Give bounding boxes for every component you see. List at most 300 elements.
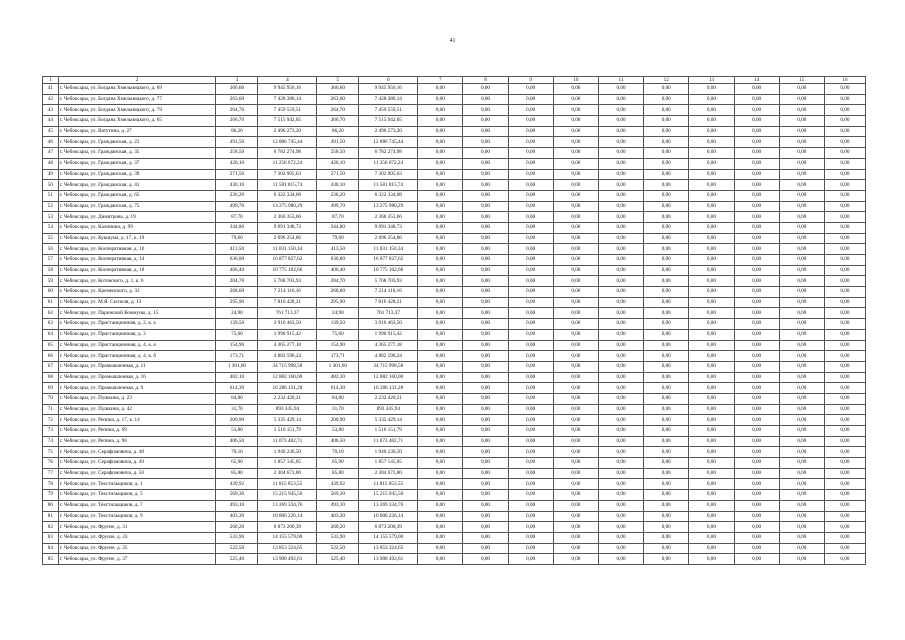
address-cell: г. Чебоксары, ул. Кременского, д. 32 bbox=[58, 287, 216, 298]
value-cell: 0,00 bbox=[418, 255, 463, 266]
value-cell: 0,00 bbox=[598, 532, 643, 543]
value-cell: 0,00 bbox=[418, 415, 463, 426]
value-cell: 204,70 bbox=[317, 276, 359, 287]
column-header: 10 bbox=[553, 77, 598, 84]
value-cell: 0,00 bbox=[824, 393, 865, 404]
value-cell: 204,70 bbox=[216, 276, 258, 287]
value-cell: 0,00 bbox=[418, 287, 463, 298]
table-row bbox=[43, 361, 866, 372]
value-cell: 0,00 bbox=[463, 137, 508, 148]
row-number-cell: 62 bbox=[43, 308, 59, 319]
address-cell: г. Чебоксары, ул. Пристанционная, д. 4, к. а bbox=[58, 340, 216, 351]
value-cell: 0,00 bbox=[734, 94, 779, 105]
value-cell: 0,00 bbox=[598, 468, 643, 479]
row-number-cell: 56 bbox=[43, 244, 59, 255]
value-cell: 0,00 bbox=[508, 276, 553, 287]
address-cell: г. Чебоксары, ул. Ватутина, д. 27 bbox=[58, 126, 216, 137]
address-cell: г. Чебоксары, ул. Гражданская, д. 35 bbox=[58, 148, 216, 159]
value-cell: 11 581 815,74 bbox=[359, 180, 418, 191]
table-row bbox=[43, 426, 866, 437]
table-row bbox=[43, 554, 866, 565]
value-cell: 0,00 bbox=[463, 554, 508, 565]
value-cell: 0,00 bbox=[418, 490, 463, 501]
row-number-cell: 76 bbox=[43, 458, 59, 469]
table-row bbox=[43, 532, 866, 543]
value-cell: 13 275 980,29 bbox=[359, 201, 418, 212]
table-header bbox=[43, 77, 866, 84]
value-cell: 0,00 bbox=[644, 426, 689, 437]
value-cell: 0,00 bbox=[644, 543, 689, 554]
value-cell: 0,00 bbox=[779, 148, 824, 159]
value-cell: 0,00 bbox=[824, 116, 865, 127]
value-cell: 0,00 bbox=[598, 543, 643, 554]
value-cell: 0,00 bbox=[689, 287, 734, 298]
address-cell: г. Чебоксары, ул. Промышленная, д. 16 bbox=[58, 372, 216, 383]
value-cell: 0,00 bbox=[418, 105, 463, 116]
value-cell: 0,00 bbox=[418, 511, 463, 522]
row-number-cell: 59 bbox=[43, 276, 59, 287]
value-cell: 0,00 bbox=[644, 468, 689, 479]
value-cell: 0,00 bbox=[463, 105, 508, 116]
value-cell: 0,00 bbox=[553, 458, 598, 469]
value-cell: 0,00 bbox=[779, 447, 824, 458]
value-cell: 6 322 334,08 bbox=[258, 190, 317, 201]
value-cell: 0,00 bbox=[644, 372, 689, 383]
value-cell: 893 345,94 bbox=[359, 404, 418, 415]
value-cell: 0,00 bbox=[644, 255, 689, 266]
value-cell: 0,00 bbox=[734, 180, 779, 191]
address-cell: г. Чебоксары, ул. Димитрова, д. 19 bbox=[58, 212, 216, 223]
value-cell: 0,00 bbox=[824, 490, 865, 501]
value-cell: 0,00 bbox=[779, 201, 824, 212]
value-cell: 0,00 bbox=[779, 511, 824, 522]
value-cell: 0,00 bbox=[553, 158, 598, 169]
value-cell: 0,00 bbox=[553, 436, 598, 447]
column-header: 15 bbox=[779, 77, 824, 84]
address-cell: г. Чебоксары, ул. Калинина, д. 99 bbox=[58, 222, 216, 233]
address-cell: г. Чебоксары, ул. Богдана Хмельницкого, д. 65 bbox=[58, 116, 216, 127]
value-cell: 0,00 bbox=[779, 297, 824, 308]
value-cell: 761 713,37 bbox=[258, 308, 317, 319]
value-cell: 0,00 bbox=[689, 190, 734, 201]
value-cell: 0,00 bbox=[553, 479, 598, 490]
value-cell: 0,00 bbox=[779, 222, 824, 233]
table-row bbox=[43, 458, 866, 469]
value-cell: 0,00 bbox=[463, 84, 508, 95]
value-cell: 0,00 bbox=[418, 543, 463, 554]
value-cell: 533,90 bbox=[216, 532, 258, 543]
address-cell: г. Чебоксары, ул. Гражданская, д. 39 bbox=[58, 169, 216, 180]
value-cell: 0,00 bbox=[508, 126, 553, 137]
row-number-cell: 80 bbox=[43, 500, 59, 511]
value-cell: 0,00 bbox=[779, 340, 824, 351]
value-cell: 0,00 bbox=[418, 468, 463, 479]
value-cell: 0,00 bbox=[508, 543, 553, 554]
value-cell: 65,90 bbox=[317, 458, 359, 469]
row-number-cell: 54 bbox=[43, 222, 59, 233]
value-cell: 420,10 bbox=[317, 158, 359, 169]
value-cell: 0,00 bbox=[418, 190, 463, 201]
value-cell: 0,00 bbox=[508, 287, 553, 298]
table-row bbox=[43, 287, 866, 298]
value-cell: 0,00 bbox=[553, 522, 598, 533]
address-cell: г. Чебоксары, ул. Пристанционная, д. 3 bbox=[58, 329, 216, 340]
value-cell: 0,00 bbox=[779, 169, 824, 180]
value-cell: 0,00 bbox=[689, 84, 734, 95]
value-cell: 7 459 559,51 bbox=[359, 105, 418, 116]
row-number-cell: 74 bbox=[43, 436, 59, 447]
table-row bbox=[43, 308, 866, 319]
row-number-cell: 64 bbox=[43, 329, 59, 340]
value-cell: 2 096 254,86 bbox=[359, 233, 418, 244]
value-cell: 0,00 bbox=[553, 340, 598, 351]
value-cell: 2 496 273,20 bbox=[359, 126, 418, 137]
value-cell: 0,00 bbox=[418, 351, 463, 362]
value-cell: 0,00 bbox=[779, 415, 824, 426]
value-cell: 406,50 bbox=[216, 436, 258, 447]
value-cell: 0,00 bbox=[779, 180, 824, 191]
value-cell: 0,00 bbox=[508, 297, 553, 308]
value-cell: 0,00 bbox=[644, 351, 689, 362]
value-cell: 0,00 bbox=[463, 393, 508, 404]
value-cell: 0,00 bbox=[553, 511, 598, 522]
row-number-cell: 75 bbox=[43, 447, 59, 458]
value-cell: 430,10 bbox=[317, 180, 359, 191]
row-number-cell: 66 bbox=[43, 351, 59, 362]
value-cell: 0,00 bbox=[734, 383, 779, 394]
value-cell: 0,00 bbox=[598, 308, 643, 319]
value-cell: 0,00 bbox=[508, 265, 553, 276]
value-cell: 0,00 bbox=[644, 479, 689, 490]
value-cell: 0,00 bbox=[463, 116, 508, 127]
page-number: 41 bbox=[449, 38, 456, 44]
value-cell: 0,00 bbox=[598, 265, 643, 276]
value-cell: 24,90 bbox=[216, 308, 258, 319]
value-cell: 525,40 bbox=[216, 554, 258, 565]
value-cell: 0,00 bbox=[553, 255, 598, 266]
value-cell: 0,00 bbox=[553, 415, 598, 426]
value-cell: 0,00 bbox=[463, 222, 508, 233]
address-cell: г. Чебоксары, ул. Серафимовича, д. 50 bbox=[58, 468, 216, 479]
value-cell: 1 857 145,05 bbox=[258, 458, 317, 469]
table-body bbox=[43, 84, 866, 565]
address-cell: г. Чебоксары, ул. Пристанционная, д. 2, к. а bbox=[58, 319, 216, 330]
value-cell: 0,00 bbox=[689, 94, 734, 105]
value-cell: 86,20 bbox=[216, 126, 258, 137]
value-cell: 0,00 bbox=[644, 201, 689, 212]
table-row bbox=[43, 340, 866, 351]
value-cell: 0,00 bbox=[598, 116, 643, 127]
value-cell: 11 815 853,55 bbox=[258, 479, 317, 490]
value-cell: 14 155 579,00 bbox=[359, 532, 418, 543]
value-cell: 0,00 bbox=[824, 190, 865, 201]
value-cell: 0,00 bbox=[644, 212, 689, 223]
value-cell: 0,00 bbox=[644, 158, 689, 169]
value-cell: 0,00 bbox=[418, 137, 463, 148]
row-number-cell: 85 bbox=[43, 554, 59, 565]
address-cell: г. Чебоксары, ул. Гражданская, д. 75 bbox=[58, 201, 216, 212]
table-row bbox=[43, 105, 866, 116]
value-cell: 0,00 bbox=[734, 233, 779, 244]
value-cell: 70,10 bbox=[317, 447, 359, 458]
value-cell: 0,00 bbox=[418, 169, 463, 180]
value-cell: 0,00 bbox=[689, 222, 734, 233]
value-cell: 0,00 bbox=[824, 426, 865, 437]
value-cell: 0,00 bbox=[598, 148, 643, 159]
value-cell: 0,00 bbox=[598, 233, 643, 244]
value-cell: 0,00 bbox=[463, 500, 508, 511]
value-cell: 0,00 bbox=[689, 426, 734, 437]
value-cell: 0,00 bbox=[508, 319, 553, 330]
table-row bbox=[43, 212, 866, 223]
value-cell: 0,00 bbox=[689, 458, 734, 469]
value-cell: 0,00 bbox=[779, 319, 824, 330]
value-cell: 0,00 bbox=[644, 554, 689, 565]
value-cell: 0,00 bbox=[734, 255, 779, 266]
value-cell: 0,00 bbox=[734, 126, 779, 137]
value-cell: 0,00 bbox=[824, 554, 865, 565]
value-cell: 0,00 bbox=[824, 255, 865, 266]
value-cell: 0,00 bbox=[598, 222, 643, 233]
value-cell: 0,00 bbox=[824, 329, 865, 340]
value-cell: 0,00 bbox=[598, 426, 643, 437]
table-row bbox=[43, 351, 866, 362]
value-cell: 15 215 945,50 bbox=[258, 490, 317, 501]
value-cell: 0,00 bbox=[418, 233, 463, 244]
value-cell: 0,00 bbox=[598, 137, 643, 148]
value-cell: 0,00 bbox=[779, 126, 824, 137]
value-cell: 0,00 bbox=[644, 105, 689, 116]
value-cell: 0,00 bbox=[824, 468, 865, 479]
value-cell: 0,00 bbox=[598, 458, 643, 469]
value-cell: 0,00 bbox=[824, 265, 865, 276]
value-cell: 9 945 956,16 bbox=[359, 84, 418, 95]
row-number-cell: 68 bbox=[43, 372, 59, 383]
value-cell: 2 232 420,21 bbox=[258, 393, 317, 404]
value-cell: 0,00 bbox=[418, 319, 463, 330]
value-cell: 493,10 bbox=[216, 500, 258, 511]
value-cell: 0,00 bbox=[598, 404, 643, 415]
value-cell: 0,00 bbox=[463, 361, 508, 372]
value-cell: 7 214 116,16 bbox=[258, 287, 317, 298]
value-cell: 0,00 bbox=[689, 415, 734, 426]
value-cell: 0,00 bbox=[508, 458, 553, 469]
value-cell: 0,00 bbox=[779, 84, 824, 95]
value-cell: 0,00 bbox=[508, 479, 553, 490]
table-row bbox=[43, 126, 866, 137]
value-cell: 0,00 bbox=[598, 169, 643, 180]
value-cell: 0,00 bbox=[463, 479, 508, 490]
value-cell: 0,00 bbox=[824, 148, 865, 159]
value-cell: 0,00 bbox=[689, 340, 734, 351]
value-cell: 493,10 bbox=[317, 500, 359, 511]
value-cell: 264,70 bbox=[216, 105, 258, 116]
value-cell: 403,30 bbox=[216, 511, 258, 522]
value-cell: 7 214 116,16 bbox=[359, 287, 418, 298]
value-cell: 0,00 bbox=[598, 276, 643, 287]
value-cell: 6 873 200,39 bbox=[258, 522, 317, 533]
value-cell: 0,00 bbox=[463, 201, 508, 212]
value-cell: 0,00 bbox=[734, 361, 779, 372]
value-cell: 0,00 bbox=[824, 415, 865, 426]
value-cell: 0,00 bbox=[779, 361, 824, 372]
value-cell: 0,00 bbox=[644, 276, 689, 287]
value-cell: 413,50 bbox=[216, 244, 258, 255]
value-cell: 0,00 bbox=[824, 126, 865, 137]
value-cell: 0,00 bbox=[418, 116, 463, 127]
value-cell: 75,60 bbox=[216, 329, 258, 340]
value-cell: 0,00 bbox=[734, 415, 779, 426]
value-cell: 0,00 bbox=[779, 276, 824, 287]
value-cell: 264,70 bbox=[317, 105, 359, 116]
value-cell: 0,00 bbox=[418, 297, 463, 308]
value-cell: 0,00 bbox=[824, 340, 865, 351]
value-cell: 0,00 bbox=[644, 532, 689, 543]
value-cell: 34 715 998,58 bbox=[258, 361, 317, 372]
value-cell: 0,00 bbox=[508, 447, 553, 458]
value-cell: 0,00 bbox=[734, 490, 779, 501]
value-cell: 413,50 bbox=[317, 244, 359, 255]
value-cell: 0,00 bbox=[734, 479, 779, 490]
value-cell: 0,00 bbox=[779, 244, 824, 255]
address-cell: г. Чебоксары, ул. Гражданская, д. 65 bbox=[58, 190, 216, 201]
value-cell: 0,00 bbox=[418, 383, 463, 394]
value-cell: 0,00 bbox=[553, 222, 598, 233]
value-cell: 0,00 bbox=[779, 94, 824, 105]
value-cell: 0,00 bbox=[418, 158, 463, 169]
address-cell: г. Чебоксары, ул. Пушкина, д. 42 bbox=[58, 404, 216, 415]
value-cell: 1 940 236,50 bbox=[359, 447, 418, 458]
value-cell: 0,00 bbox=[644, 447, 689, 458]
value-cell: 154,90 bbox=[317, 340, 359, 351]
value-cell: 75,60 bbox=[317, 329, 359, 340]
value-cell: 0,00 bbox=[824, 479, 865, 490]
row-number-cell: 73 bbox=[43, 426, 59, 437]
value-cell: 522,50 bbox=[317, 543, 359, 554]
value-cell: 173,71 bbox=[317, 351, 359, 362]
value-cell: 1 990 915,42 bbox=[359, 329, 418, 340]
row-number-cell: 50 bbox=[43, 180, 59, 191]
value-cell: 499,70 bbox=[216, 201, 258, 212]
value-cell: 403,30 bbox=[317, 511, 359, 522]
value-cell: 0,00 bbox=[779, 436, 824, 447]
value-cell: 0,00 bbox=[644, 383, 689, 394]
value-cell: 271,50 bbox=[216, 169, 258, 180]
value-cell: 0,00 bbox=[689, 511, 734, 522]
value-cell: 0,00 bbox=[598, 212, 643, 223]
value-cell: 0,00 bbox=[598, 447, 643, 458]
value-cell: 200,90 bbox=[216, 415, 258, 426]
value-cell: 0,00 bbox=[644, 169, 689, 180]
value-cell: 0,00 bbox=[644, 116, 689, 127]
value-cell: 79,60 bbox=[216, 233, 258, 244]
value-cell: 0,00 bbox=[689, 372, 734, 383]
table-row bbox=[43, 190, 866, 201]
value-cell: 0,00 bbox=[689, 351, 734, 362]
value-cell: 87,70 bbox=[216, 212, 258, 223]
table-row bbox=[43, 244, 866, 255]
value-cell: 0,00 bbox=[418, 479, 463, 490]
value-cell: 0,00 bbox=[644, 244, 689, 255]
value-cell: 0,00 bbox=[689, 490, 734, 501]
value-cell: 6 782 274,98 bbox=[258, 148, 317, 159]
value-cell: 0,00 bbox=[779, 554, 824, 565]
value-cell: 439,92 bbox=[317, 479, 359, 490]
value-cell: 0,00 bbox=[463, 265, 508, 276]
value-cell: 84,80 bbox=[317, 393, 359, 404]
value-cell: 0,00 bbox=[418, 126, 463, 137]
value-cell: 0,00 bbox=[463, 415, 508, 426]
value-cell: 0,00 bbox=[734, 148, 779, 159]
value-cell: 0,00 bbox=[824, 383, 865, 394]
value-cell: 0,00 bbox=[644, 415, 689, 426]
column-header: 12 bbox=[644, 77, 689, 84]
value-cell: 0,00 bbox=[418, 201, 463, 212]
value-cell: 10 806 226,14 bbox=[258, 511, 317, 522]
value-cell: 13 269 334,76 bbox=[258, 500, 317, 511]
value-cell: 0,00 bbox=[508, 393, 553, 404]
value-cell: 0,00 bbox=[508, 532, 553, 543]
value-cell: 0,00 bbox=[598, 94, 643, 105]
value-cell: 1 516 151,79 bbox=[359, 426, 418, 437]
value-cell: 0,00 bbox=[508, 158, 553, 169]
table-row bbox=[43, 265, 866, 276]
value-cell: 636,00 bbox=[216, 255, 258, 266]
value-cell: 0,00 bbox=[734, 84, 779, 95]
value-cell: 0,00 bbox=[644, 94, 689, 105]
value-cell: 0,00 bbox=[553, 319, 598, 330]
table-row bbox=[43, 479, 866, 490]
address-cell: г. Чебоксары, ул. Серафимовича, д. 49 bbox=[58, 458, 216, 469]
table-row bbox=[43, 383, 866, 394]
value-cell: 0,00 bbox=[418, 180, 463, 191]
value-cell: 0,00 bbox=[463, 436, 508, 447]
value-cell: 569,30 bbox=[216, 490, 258, 501]
value-cell: 0,00 bbox=[779, 116, 824, 127]
value-cell: 0,00 bbox=[553, 361, 598, 372]
value-cell: 11 256 672,24 bbox=[359, 158, 418, 169]
row-number-cell: 63 bbox=[43, 319, 59, 330]
value-cell: 0,00 bbox=[779, 532, 824, 543]
value-cell: 0,00 bbox=[689, 158, 734, 169]
value-cell: 0,00 bbox=[734, 158, 779, 169]
value-cell: 53,80 bbox=[216, 426, 258, 437]
value-cell: 0,00 bbox=[463, 426, 508, 437]
address-cell: г. Чебоксары, ул. М.Я. Сеспеля, д. 13 bbox=[58, 297, 216, 308]
value-cell: 0,00 bbox=[644, 233, 689, 244]
value-cell: 0,00 bbox=[463, 351, 508, 362]
value-cell: 31,70 bbox=[216, 404, 258, 415]
address-cell: г. Чебоксары, ул. Кооперативная, д. 14 bbox=[58, 255, 216, 266]
value-cell: 0,00 bbox=[644, 340, 689, 351]
value-cell: 0,00 bbox=[779, 287, 824, 298]
value-cell: 0,00 bbox=[418, 404, 463, 415]
value-cell: 0,00 bbox=[508, 351, 553, 362]
column-header: 13 bbox=[689, 77, 734, 84]
value-cell: 0,00 bbox=[598, 255, 643, 266]
value-cell: 2 360 353,66 bbox=[359, 212, 418, 223]
data-table bbox=[42, 76, 866, 565]
value-cell: 0,00 bbox=[689, 169, 734, 180]
value-cell: 0,00 bbox=[824, 287, 865, 298]
table-row bbox=[43, 522, 866, 533]
value-cell: 0,00 bbox=[644, 126, 689, 137]
row-number-cell: 49 bbox=[43, 169, 59, 180]
row-number-cell: 69 bbox=[43, 383, 59, 394]
value-cell: 7 302 905,63 bbox=[359, 169, 418, 180]
address-cell: г. Чебоксары, ул. Репина, д. 98 bbox=[58, 436, 216, 447]
table-row bbox=[43, 393, 866, 404]
